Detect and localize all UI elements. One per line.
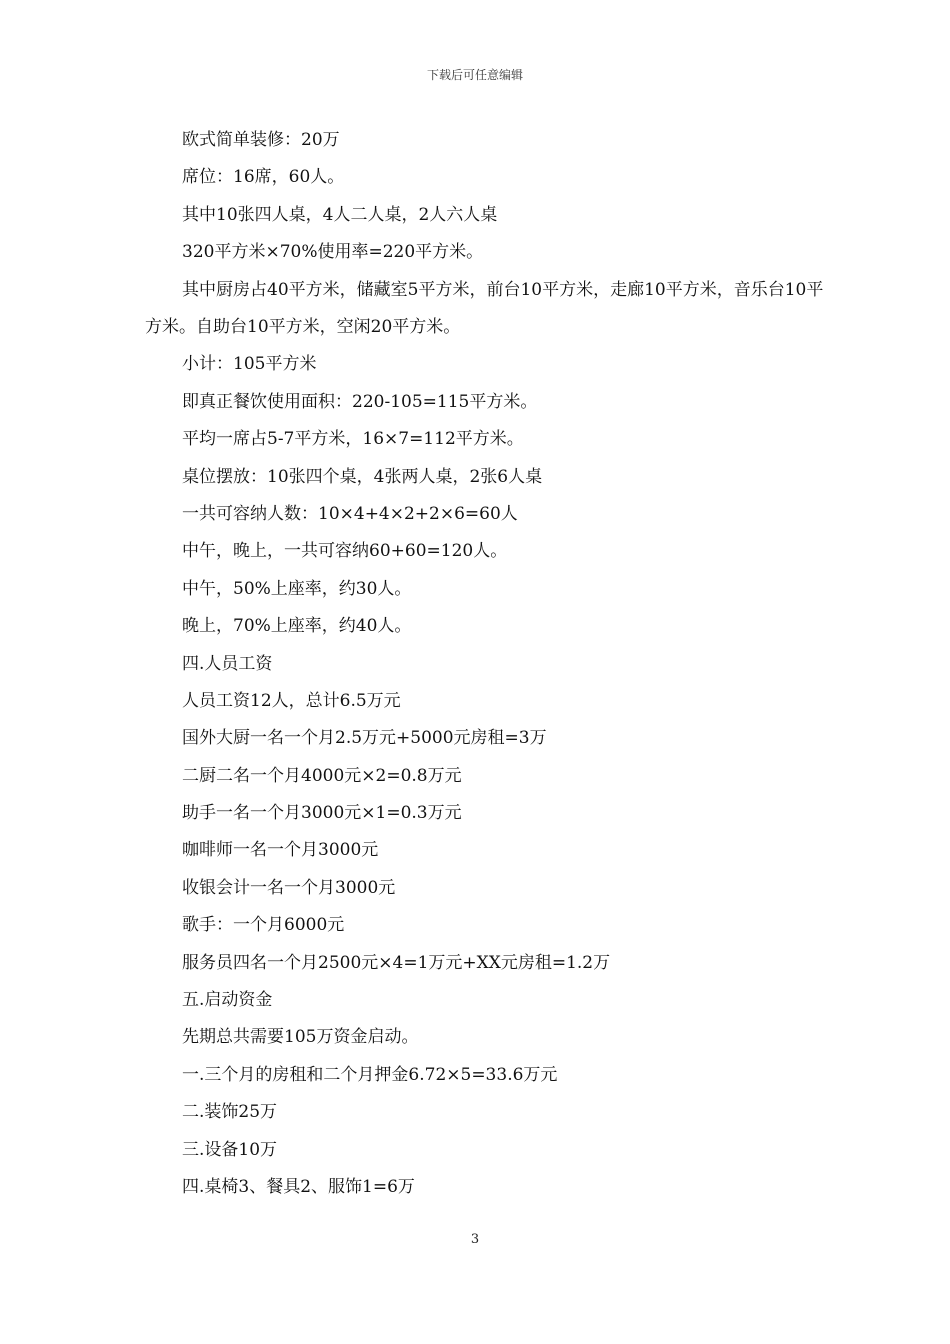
paragraph: 320平方米×70%使用率=220平方米。 xyxy=(182,242,484,263)
paragraph: 收银会计一名一个月3000元 xyxy=(182,877,396,898)
paragraph: 即真正餐饮使用面积：220-105=115平方米。 xyxy=(182,391,538,412)
paragraph: 国外大厨一名一个月2.5万元+5000元房租=3万 xyxy=(182,728,547,749)
paragraph: 四.桌椅3、餐具2、服饰1=6万 xyxy=(182,1176,415,1197)
paragraph: 二厨二名一个月4000元×2=0.8万元 xyxy=(182,765,462,786)
paragraph: 中午，晚上，一共可容纳60+60=120人。 xyxy=(182,541,508,562)
paragraph: 其中10张四人桌，4人二人桌，2人六人桌 xyxy=(182,204,498,225)
section-heading: 五.启动资金 xyxy=(182,990,273,1011)
page-number: 3 xyxy=(470,1232,480,1247)
paragraph: 小计：105平方米 xyxy=(182,354,317,375)
paragraph: 席位：16席，60人。 xyxy=(182,167,345,188)
paragraph: 二.装饰25万 xyxy=(182,1102,278,1123)
document-body xyxy=(145,122,825,1206)
paragraph: 桌位摆放：10张四个桌，4张两人桌，2张6人桌 xyxy=(182,466,543,487)
paragraph: 服务员四名一个月2500元×4=1万元+XX元房租=1.2万 xyxy=(182,952,611,973)
paragraph: 平均一席占5-7平方米，16×7=112平方米。 xyxy=(182,429,524,450)
paragraph: 晚上，70%上座率，约40人。 xyxy=(182,616,412,637)
paragraph: 歌手：一个月6000元 xyxy=(182,915,345,936)
paragraph: 一共可容纳人数：10×4+4×2+2×6=60人 xyxy=(182,503,518,524)
paragraph: 人员工资12人，总计6.5万元 xyxy=(182,690,401,711)
paragraph: 先期总共需要105万资金启动。 xyxy=(182,1027,419,1048)
section-heading: 四.人员工资 xyxy=(182,653,273,674)
paragraph: 中午，50%上座率，约30人。 xyxy=(182,578,412,599)
paragraph: 欧式简单装修：20万 xyxy=(182,130,340,150)
paragraph: 一.三个月的房租和二个月押金6.72×5=33.6万元 xyxy=(182,1064,558,1085)
paragraph: 其中厨房占40平方米，储藏室5平方米，前台10平方米，走廊10平方米，音乐台10平方米。自助台10平方米，空闲20平方米。 xyxy=(145,279,824,337)
page-header: 下载后可任意编辑 xyxy=(426,68,523,82)
paragraph: 助手一名一个月3000元×1=0.3万元 xyxy=(182,803,462,824)
paragraph: 咖啡师一名一个月3000元 xyxy=(182,840,379,861)
paragraph: 三.设备10万 xyxy=(182,1139,278,1160)
